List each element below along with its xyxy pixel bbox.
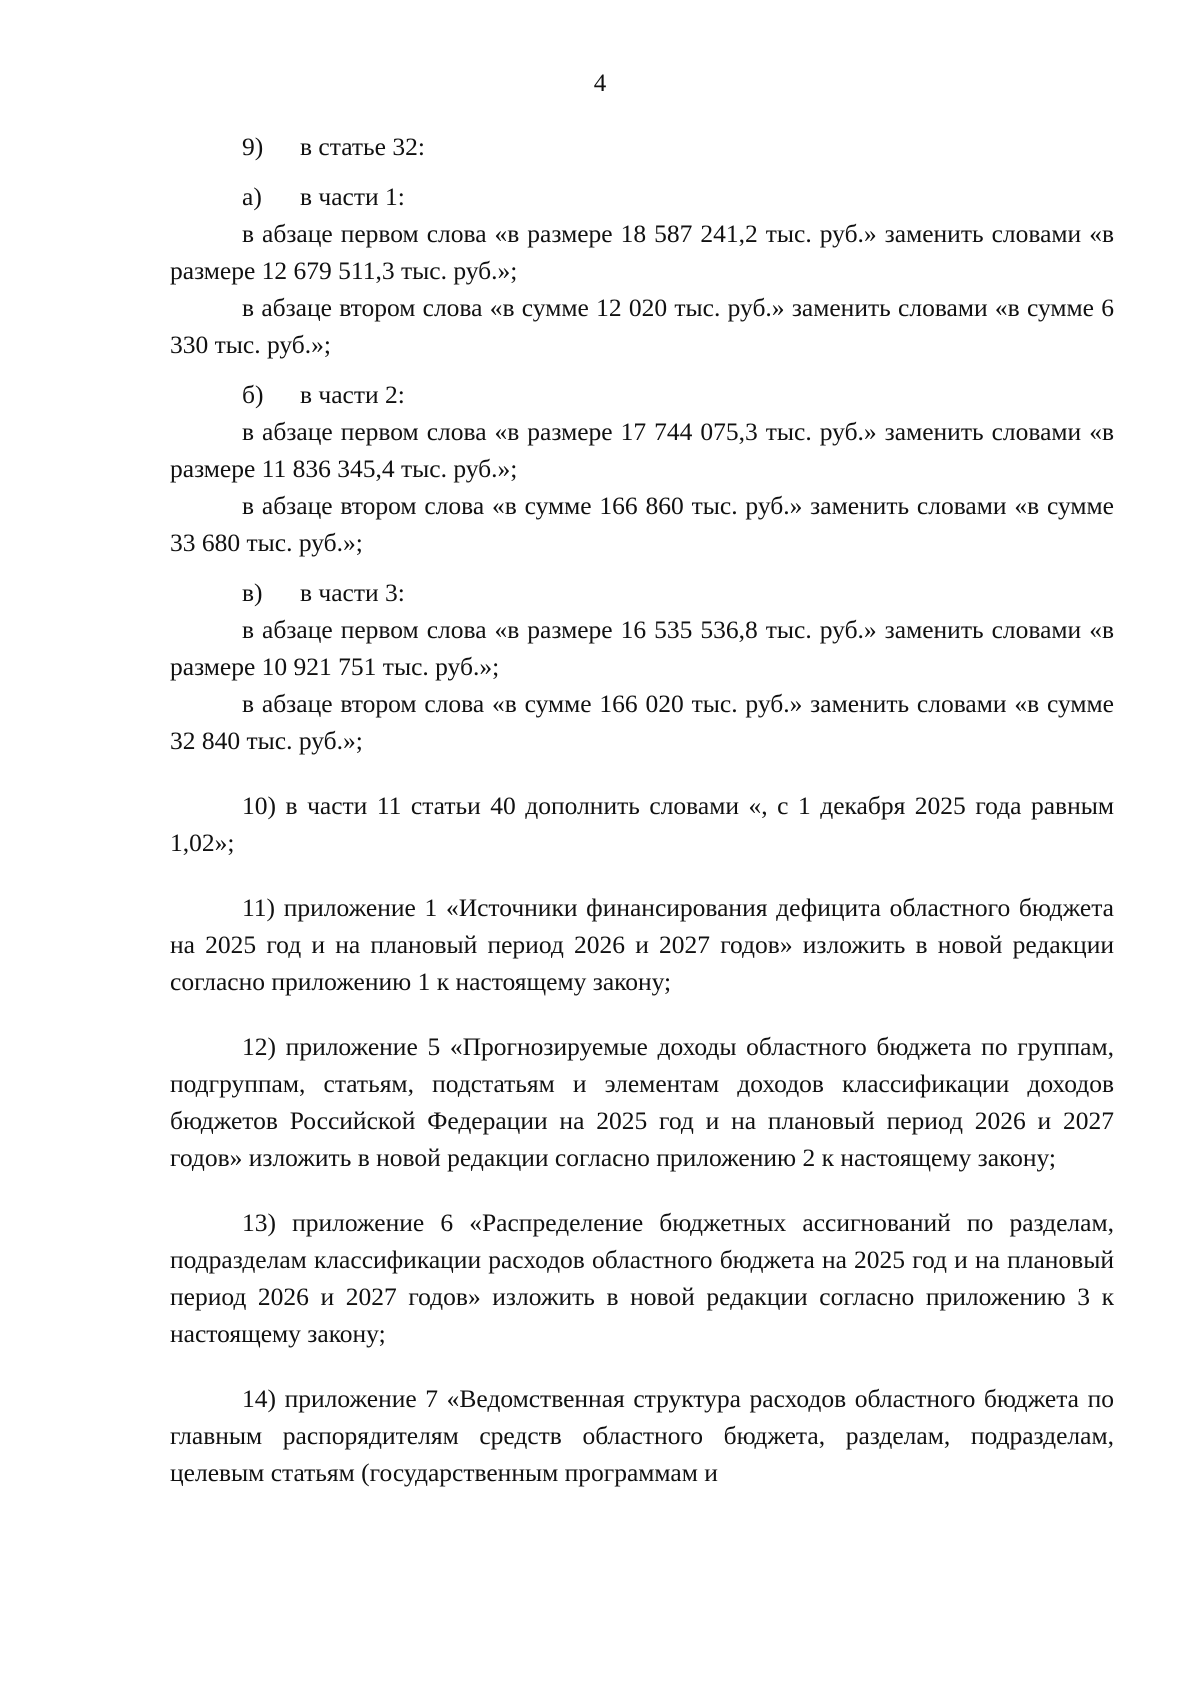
subitem-v-paragraph-1: в абзаце первом слова «в размере 16 535 536,8 тыс. руб.» заменить словами «в размере 10 921 751 тыс. руб.»; bbox=[170, 615, 1114, 681]
subitem-a-paragraph-2: в абзаце втором слова «в сумме 12 020 тыс. руб.» заменить словами «в сумме 6 330 тыс. руб.»; bbox=[170, 293, 1114, 359]
subitem-a-heading: а) в части 1: bbox=[242, 182, 405, 211]
document-body bbox=[170, 128, 1114, 1491]
item-14-paragraph: 14) приложение 7 «Ведомственная структура расходов областного бюджета по главным распорядителям средств областного бюджета, разделам, подразделам, целевым статьям (государственным программам и bbox=[170, 1384, 1114, 1487]
item-13-paragraph: 13) приложение 6 «Распределение бюджетных ассигнований по разделам, подразделам классификации расходов областного бюджета на 2025 год и на плановый период 2026 и 2027 годов» изложить в новой редакции согласно приложению 3 к настоящему закону; bbox=[170, 1208, 1114, 1348]
subitem-b-paragraph-2: в абзаце втором слова «в сумме 166 860 тыс. руб.» заменить словами «в сумме 33 680 тыс. руб.»; bbox=[170, 491, 1114, 557]
subitem-b-heading: б) в части 2: bbox=[242, 380, 405, 409]
item-10-paragraph: 10) в части 11 статьи 40 дополнить словами «, с 1 декабря 2025 года равным 1,02»; bbox=[170, 791, 1114, 857]
item-9-heading: 9) в статье 32: bbox=[242, 132, 425, 161]
subitem-a-paragraph-1: в абзаце первом слова «в размере 18 587 241,2 тыс. руб.» заменить словами «в размере 12 679 511,3 тыс. руб.»; bbox=[170, 219, 1114, 285]
item-12-paragraph: 12) приложение 5 «Прогнозируемые доходы областного бюджета по группам, подгруппам, статьям, подстатьям и элементам доходов классификации доходов бюджетов Российской Федерации на 2025 год и на плановый период 2026 и 2027 годов» изложить в новой редакции согласно приложению 2 к настоящему закону; bbox=[170, 1032, 1114, 1172]
page-number: 4 bbox=[593, 70, 607, 97]
subitem-v-paragraph-2: в абзаце втором слова «в сумме 166 020 тыс. руб.» заменить словами «в сумме 32 840 тыс. руб.»; bbox=[170, 689, 1114, 755]
subitem-b-paragraph-1: в абзаце первом слова «в размере 17 744 075,3 тыс. руб.» заменить словами «в размере 11 836 345,4 тыс. руб.»; bbox=[170, 417, 1114, 483]
item-11-paragraph: 11) приложение 1 «Источники финансирования дефицита областного бюджета на 2025 год и на плановый период 2026 и 2027 годов» изложить в новой редакции согласно приложению 1 к настоящему закону; bbox=[170, 893, 1114, 996]
subitem-v-heading: в) в части 3: bbox=[242, 578, 405, 607]
